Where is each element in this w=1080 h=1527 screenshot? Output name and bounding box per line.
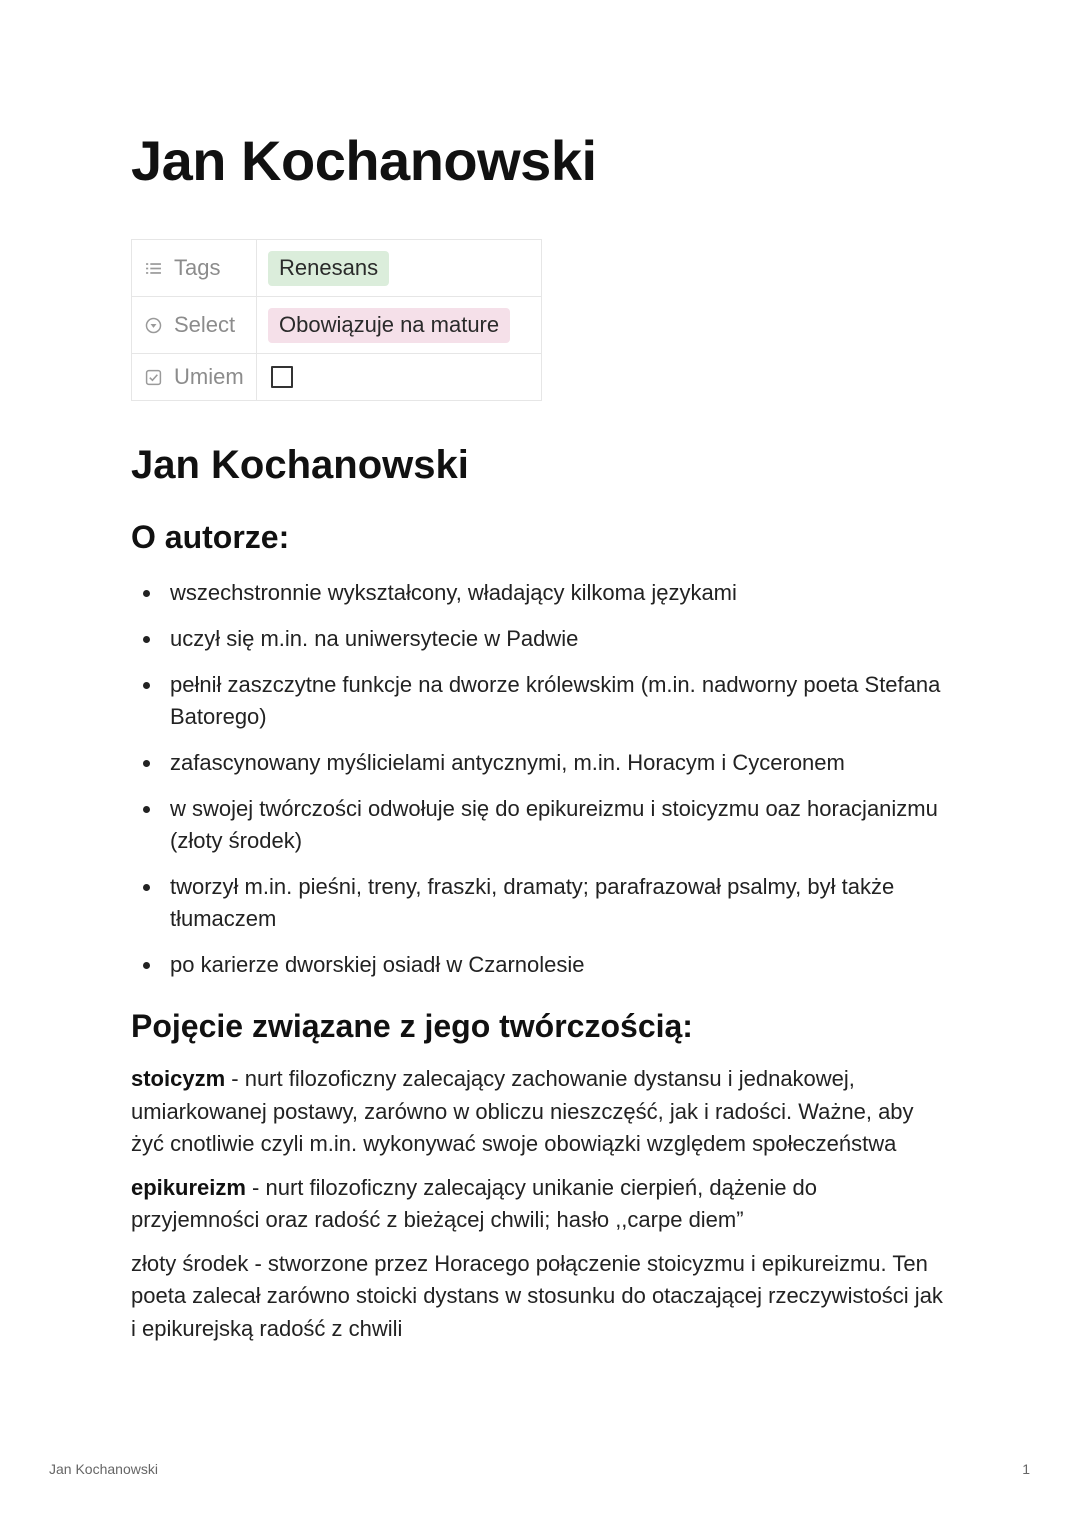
list-item: tworzył m.in. pieśni, treny, fraszki, dramaty; parafrazował psalmy, był także tłumaczem [131,871,961,935]
definition-term: epikureizm [131,1174,246,1200]
definition-zloty-srodek [131,1248,951,1346]
footer-doc-name: Jan Kochanowski [49,1461,158,1477]
checkbox-icon [145,369,162,386]
property-key-tags[interactable] [132,240,257,297]
property-label: Select [174,312,236,337]
definition-text: złoty środek - stworzone przez Horacego połączenie stoicyzmu i epikureizmu. Ten poeta zalecał zarówno stoicki dystans w stosunku do otaczającej rzeczywistości jak i epikurejską radość z chwili [131,1250,943,1341]
property-value-tags[interactable] [257,240,542,297]
select-badge[interactable]: Obowiązuje na mature [268,308,510,343]
select-icon [145,317,162,334]
list-item: uczył się m.in. na uniwersytecie w Padwie [131,623,961,655]
property-row-select [132,297,542,354]
list-item: pełnił zaszczytne funkcje na dworze królewskim (m.in. nadworny poeta Stefana Batorego) [131,669,961,733]
definition-stoicyzm [131,1063,951,1161]
tag-badge[interactable]: Renesans [268,251,389,286]
definition-term: stoicyzm [131,1066,226,1091]
definition-text: - nurt filozoficzny zalecający unikanie cierpień, dążenie do przyjemności oraz radość z bieżącej chwili; hasło ,,carpe diem” [131,1174,818,1232]
definitions [131,1063,951,1356]
property-row-umiem [132,354,542,401]
content-heading: Jan Kochanowski [131,443,469,487]
list-item: po karierze dworskiej osiadł w Czarnolesie [131,949,961,981]
list-icon [145,260,162,277]
author-bullet-list [131,577,961,995]
definition-epikureizm [131,1172,951,1237]
properties-table [131,239,542,401]
property-label: Tags [174,255,221,280]
list-item: wszechstronnie wykształcony, władający kilkoma językami [131,577,961,609]
section-title-concepts: Pojęcie związane z jego twórczością: [131,1008,693,1044]
list-item: w swojej twórczości odwołuje się do epikureizmu i stoicyzmu oaz horacjanizmu (złoty środek) [131,793,961,857]
property-key-select[interactable] [132,297,257,354]
definition-text: - nurt filozoficzny zalecający zachowanie dystansu i jednakowej, umiarkowanej postawy, zarówno w obliczu nieszczęść, jak i radości. Ważne, aby żyć cnotliwie czyli m.in. wykonywać swoje obowiązki względem społeczeństwa [131,1066,914,1156]
property-value-umiem[interactable] [257,354,542,401]
page-title: Jan Kochanowski [131,129,597,192]
section-title-author: O autorze: [131,519,290,555]
umiem-checkbox[interactable] [271,366,293,388]
property-label: Umiem [174,364,244,389]
property-key-umiem[interactable] [132,354,257,401]
list-item: zafascynowany myślicielami antycznymi, m.in. Horacym i Cyceronem [131,747,961,779]
property-row-tags [132,240,542,297]
property-value-select[interactable] [257,297,542,354]
footer-page-number: 1 [1022,1461,1030,1477]
